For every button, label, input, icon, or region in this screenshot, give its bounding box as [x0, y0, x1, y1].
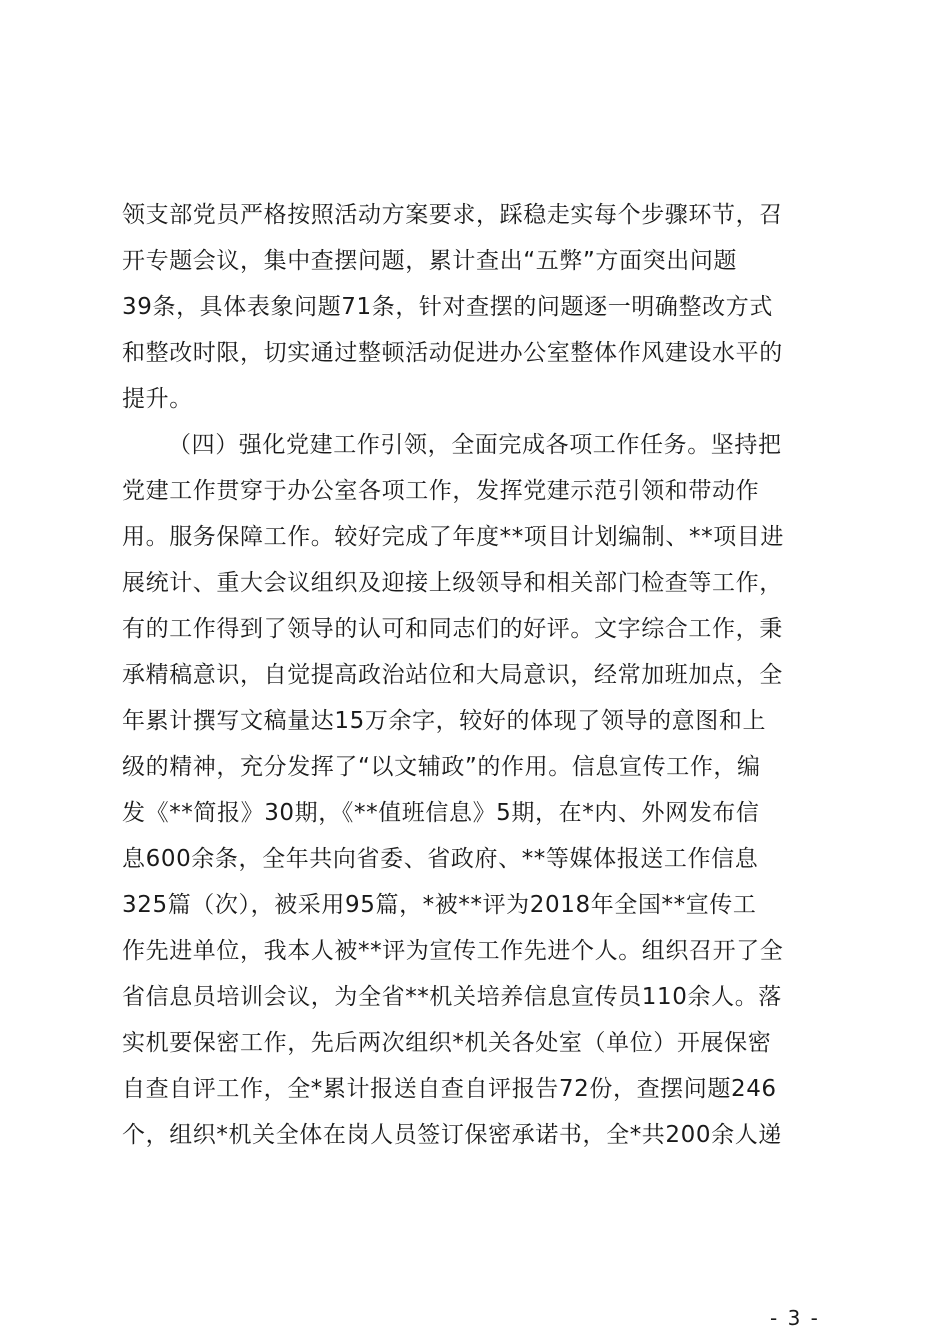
text-line: 息600余条，全年共向省委、省政府、**等媒体报送工作信息 — [122, 846, 759, 872]
page-number: - 3 - — [770, 1306, 820, 1330]
text-line: 党建工作贯穿于办公室各项工作，发挥党建示范引领和带动作 — [122, 478, 760, 504]
text-line: 有的工作得到了领导的认可和同志们的好评。文字综合工作，秉 — [122, 616, 783, 642]
text-line: 开专题会议，集中查摆问题，累计查出“五弊”方面突出问题 — [122, 248, 738, 274]
text-line: 承精稿意识，自觉提高政治站位和大局意识，经常加班加点，全 — [122, 662, 783, 688]
text-line: 提升。 — [122, 386, 193, 412]
text-line: 自查自评工作，全*累计报送自查自评报告72份，查摆问题246 — [122, 1076, 777, 1102]
text-line: 和整改时限，切实通过整顿活动促进办公室整体作风建设水平的 — [122, 340, 783, 366]
text-line: 省信息员培训会议，为全省**机关培养信息宣传员110余人。落 — [122, 984, 782, 1010]
text-line: 39条，具体表象问题71条，针对查摆的问题逐一明确整改方式 — [122, 294, 773, 320]
text-line: 级的精神，充分发挥了“以文辅政”的作用。信息宣传工作，编 — [122, 754, 761, 780]
text-line: 领支部党员严格按照活动方案要求，踩稳走实每个步骤环节，召 — [122, 202, 783, 228]
text-line: 年累计撰写文稿量达15万余字，较好的体现了领导的意图和上 — [122, 708, 767, 734]
text-line: 展统计、重大会议组织及迎接上级领导和相关部门检查等工作， — [122, 570, 783, 596]
text-line: 发《**简报》30期，《**值班信息》5期，在*内、外网发布信 — [122, 800, 760, 826]
text-line: 用。服务保障工作。较好完成了年度**项目计划编制、**项目进 — [122, 524, 784, 550]
text-line: 325篇（次），被采用95篇，*被**评为2018年全国**宣传工 — [122, 892, 757, 918]
text-line: 实机要保密工作，先后两次组织*机关各处室（单位）开展保密 — [122, 1030, 772, 1056]
text-line: 个，组织*机关全体在岗人员签订保密承诺书，全*共200余人递 — [122, 1122, 782, 1148]
text-line: 作先进单位，我本人被**评为宣传工作先进个人。组织召开了全 — [122, 938, 784, 964]
section-heading-line: （四）强化党建工作引领，全面完成各项工作任务。坚持把 — [168, 432, 782, 458]
